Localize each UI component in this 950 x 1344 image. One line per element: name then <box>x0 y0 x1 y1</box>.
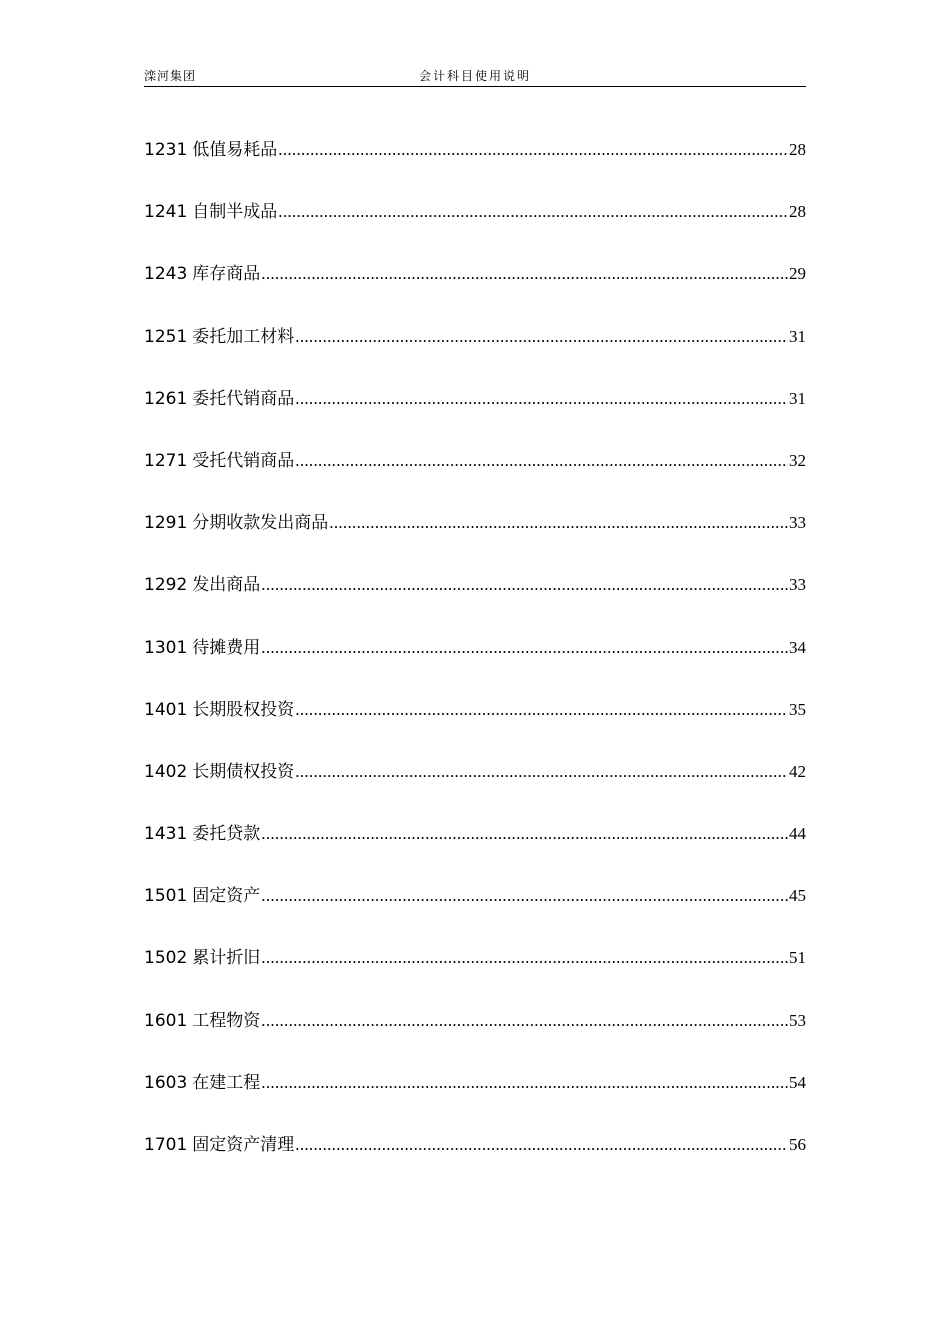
toc-dot-leader <box>295 387 788 411</box>
toc-entry-title: 固定资产 <box>192 886 261 907</box>
toc-entry[interactable] <box>144 760 806 822</box>
toc-dot-leader <box>261 1071 788 1095</box>
toc-entry-code: 1502 <box>144 948 188 969</box>
toc-entry[interactable] <box>144 573 806 635</box>
toc-dot-leader <box>295 449 788 473</box>
toc-entry-title: 库存商品 <box>192 264 261 285</box>
toc-entry-code: 1231 <box>144 140 188 160</box>
toc-entry-title: 低值易耗品 <box>192 140 278 160</box>
toc-entry[interactable] <box>144 511 806 573</box>
toc-entry-code: 1251 <box>144 326 188 347</box>
toc-entry-code: 1292 <box>144 575 188 596</box>
toc-entry-page: 42 <box>789 761 806 781</box>
toc-dot-leader <box>261 573 788 597</box>
toc-dot-leader <box>329 511 788 535</box>
toc-entry-page: 35 <box>789 699 806 719</box>
toc-dot-leader <box>261 1009 788 1033</box>
toc-entry-page: 54 <box>789 1072 806 1092</box>
toc-entry[interactable] <box>144 884 806 946</box>
toc-entry-title: 发出商品 <box>192 575 261 596</box>
toc-entry-title: 长期债权投资 <box>192 761 295 782</box>
toc-dot-leader <box>278 138 788 162</box>
toc-dot-leader <box>278 200 788 224</box>
toc-entry-code: 1241 <box>144 202 188 223</box>
toc-entry-code: 1701 <box>144 1135 188 1155</box>
toc-entry[interactable] <box>144 325 806 387</box>
toc-entry-page: 34 <box>789 637 806 657</box>
toc-entry-code: 1501 <box>144 886 188 907</box>
toc-entry-title: 委托代销商品 <box>192 388 295 409</box>
toc-entry[interactable] <box>144 1133 806 1195</box>
toc-entry-page: 45 <box>789 886 806 906</box>
toc-entry[interactable] <box>144 387 806 449</box>
toc-entry[interactable] <box>144 1009 806 1071</box>
toc-entry-title: 委托加工材料 <box>192 326 295 347</box>
toc-entry-page: 28 <box>789 202 806 222</box>
toc-entry-title: 受托代销商品 <box>192 450 295 471</box>
toc-dot-leader <box>295 1133 788 1157</box>
toc-entry-page: 31 <box>789 326 806 346</box>
toc-entry-page: 33 <box>789 575 806 595</box>
toc-entry-code: 1431 <box>144 824 188 845</box>
toc-entry-page: 32 <box>789 450 806 470</box>
toc-dot-leader <box>261 822 788 846</box>
toc-entry-title: 累计折旧 <box>192 948 261 969</box>
toc-entry[interactable] <box>144 946 806 1008</box>
toc-dot-leader <box>261 946 788 970</box>
toc-entry-page: 29 <box>789 264 806 284</box>
toc-entry[interactable] <box>144 636 806 698</box>
toc-entry-code: 1601 <box>144 1010 188 1031</box>
toc-entry-title: 委托贷款 <box>192 824 261 845</box>
toc-entry-code: 1291 <box>144 513 188 534</box>
toc-entry-code: 1301 <box>144 637 188 658</box>
toc-entry-page: 53 <box>789 1010 806 1030</box>
toc-entry-title: 分期收款发出商品 <box>192 513 329 534</box>
toc-entry-page: 51 <box>789 948 806 968</box>
toc-entry-title: 工程物资 <box>192 1010 261 1031</box>
toc-entry[interactable] <box>144 449 806 511</box>
toc-entry-title: 在建工程 <box>192 1072 261 1093</box>
toc-entry-title: 自制半成品 <box>192 202 278 223</box>
toc-entry-code: 1271 <box>144 450 188 471</box>
toc-entry-code: 1401 <box>144 699 188 720</box>
toc-entry[interactable] <box>144 200 806 262</box>
toc-entry-code: 1603 <box>144 1072 188 1093</box>
table-of-contents <box>144 138 806 1195</box>
toc-entry-title: 长期股权投资 <box>192 699 295 720</box>
toc-entry[interactable] <box>144 1071 806 1133</box>
toc-dot-leader <box>295 325 788 349</box>
toc-entry-page: 33 <box>789 513 806 533</box>
toc-entry-code: 1261 <box>144 388 188 409</box>
toc-entry-code: 1243 <box>144 264 188 285</box>
toc-dot-leader <box>295 760 788 784</box>
toc-entry-title: 固定资产清理 <box>192 1135 295 1155</box>
toc-dot-leader <box>261 636 788 660</box>
toc-entry[interactable] <box>144 698 806 760</box>
toc-entry-code: 1402 <box>144 761 188 782</box>
toc-entry-page: 31 <box>789 388 806 408</box>
toc-entry-page: 56 <box>789 1135 806 1154</box>
toc-entry-page: 28 <box>789 140 806 159</box>
toc-entry[interactable] <box>144 822 806 884</box>
header-document-title: 会计科目使用说明 <box>418 69 531 83</box>
toc-dot-leader <box>261 262 788 286</box>
toc-dot-leader <box>261 884 788 908</box>
page-header <box>144 66 806 87</box>
toc-entry[interactable] <box>144 262 806 324</box>
toc-entry-title: 待摊费用 <box>192 637 261 658</box>
toc-dot-leader <box>295 698 788 722</box>
header-company-name: 滦河集团 <box>144 69 197 83</box>
toc-entry[interactable] <box>144 138 806 200</box>
toc-entry-page: 44 <box>789 824 806 844</box>
